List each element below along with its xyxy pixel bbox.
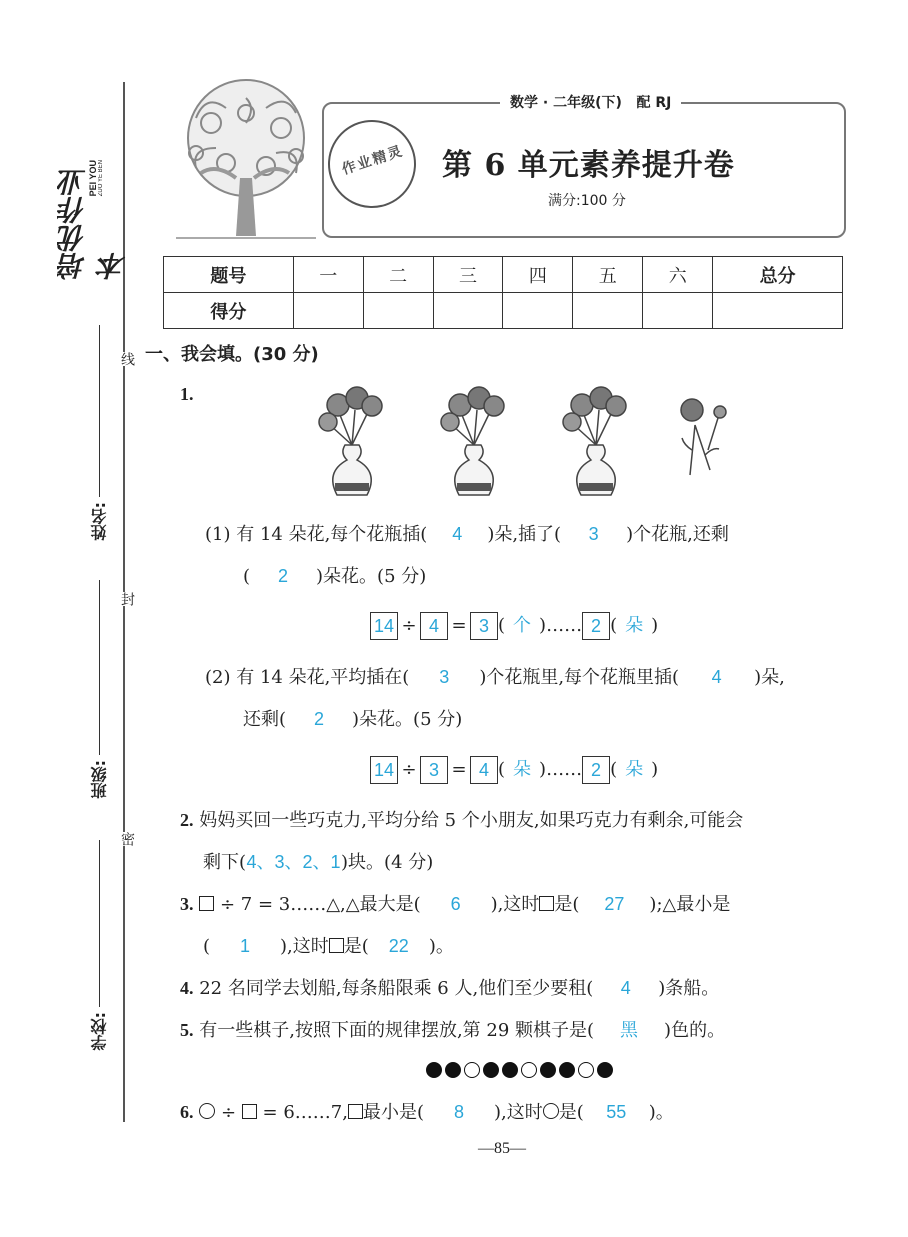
class-label: 班级:: [90, 760, 109, 799]
name-blank[interactable]: [99, 325, 100, 497]
answer-box[interactable]: 2: [582, 612, 610, 640]
answer[interactable]: 黑: [620, 1020, 639, 1040]
score-cell: 得分: [164, 293, 294, 329]
score-input[interactable]: [293, 293, 363, 329]
black-bead-icon: [502, 1062, 518, 1078]
logo-sub2: ZUO YE BEN: [98, 160, 104, 197]
score-cell: 四: [503, 257, 573, 293]
q1-part2-line1: (2) 有 14 朵花,平均插在( 3 )个花瓶里,每个花瓶里插( 4 )朵,: [205, 667, 785, 688]
q5-line: 5. 有一些棋子,按照下面的规律摆放,第 29 颗棋子是( 黑 )色的。: [180, 1020, 726, 1041]
answer-box[interactable]: 14: [370, 756, 398, 784]
flower-vase-icon: [300, 380, 770, 505]
q3-line1: 3. ÷ 7 = 3……△,△最大是( 6 ),这时 是( 27 );△最小是: [180, 894, 731, 915]
white-bead-icon: [578, 1062, 594, 1078]
answer-box[interactable]: 3: [470, 612, 498, 640]
answer[interactable]: 2: [278, 566, 289, 586]
answer[interactable]: 2: [314, 709, 325, 729]
score-input[interactable]: [643, 293, 713, 329]
section-heading: 一、我会填。(30 分): [145, 344, 319, 365]
score-input[interactable]: [573, 293, 643, 329]
school-label: 学校:: [90, 1012, 109, 1051]
q4-line: 4. 22 名同学去划船,每条船限乘 6 人,他们至少要租( 4 )条船。: [180, 978, 720, 999]
name-label: 姓名:: [90, 502, 109, 541]
q1-part1-line2: ( 2 )朵花。(5 分): [243, 566, 427, 587]
answer[interactable]: 4: [620, 978, 631, 998]
score-table-row: [164, 293, 843, 329]
score-cell: 六: [643, 257, 713, 293]
question-number: 2.: [180, 810, 194, 830]
score-cell: 题号: [164, 257, 294, 293]
black-bead-icon: [597, 1062, 613, 1078]
score-cell: 一: [293, 257, 363, 293]
bead-sequence: [426, 1062, 616, 1082]
score-table-header: [164, 257, 843, 293]
black-bead-icon: [426, 1062, 442, 1078]
score-cell: 三: [433, 257, 503, 293]
square-icon: [329, 938, 344, 953]
answer[interactable]: 朵: [513, 759, 532, 779]
q1-part1-line1: (1) 有 14 朵花,每个花瓶插( 4 )朵,插了( 3 )个花瓶,还剩: [205, 524, 729, 545]
answer[interactable]: 3: [588, 524, 599, 544]
answer-box[interactable]: 4: [420, 612, 448, 640]
square-icon: [242, 1104, 257, 1119]
answer[interactable]: 朵: [625, 759, 644, 779]
white-bead-icon: [521, 1062, 537, 1078]
score-input[interactable]: [433, 293, 503, 329]
score-input[interactable]: [713, 293, 843, 329]
answer[interactable]: 22: [388, 936, 409, 956]
answer[interactable]: 6: [450, 894, 461, 914]
question-number: 5.: [180, 1020, 194, 1040]
answer[interactable]: 3: [439, 667, 450, 687]
answer-box[interactable]: 4: [470, 756, 498, 784]
question-number: 6.: [180, 1102, 194, 1122]
class-blank[interactable]: [99, 580, 100, 755]
margin-feng: 封: [119, 592, 135, 606]
margin-xian: 线: [119, 352, 135, 366]
answer-box[interactable]: 3: [420, 756, 448, 784]
score-cell: 二: [363, 257, 433, 293]
black-bead-icon: [559, 1062, 575, 1078]
black-bead-icon: [483, 1062, 499, 1078]
answer[interactable]: 4: [711, 667, 722, 687]
q1-equation-2: 14 ÷ 3 = 4 ( 朵 )…… 2 ( 朵 ): [370, 756, 658, 784]
white-bead-icon: [464, 1062, 480, 1078]
school-blank[interactable]: [99, 840, 100, 1007]
circle-icon: [199, 1103, 215, 1119]
answer[interactable]: 27: [604, 894, 625, 914]
question-number: 1.: [180, 384, 194, 404]
score-input[interactable]: [503, 293, 573, 329]
square-icon: [348, 1104, 363, 1119]
q1-part2-line2: 还剩( 2 )朵花。(5 分): [243, 709, 463, 730]
score-input[interactable]: [363, 293, 433, 329]
q6-line: 6. ÷ = 6……7, 最小是( 8 ),这时 是( 55 )。: [180, 1102, 674, 1123]
score-table: [163, 256, 843, 329]
black-bead-icon: [445, 1062, 461, 1078]
logo: [50, 150, 130, 280]
black-bead-icon: [540, 1062, 556, 1078]
answer[interactable]: 个: [513, 615, 532, 635]
q3-line2: ( 1 ),这时 是( 22 )。: [203, 936, 454, 957]
answer[interactable]: 1: [240, 936, 251, 956]
page-title: 第 6 单元素养提升卷: [442, 148, 735, 183]
circle-icon: [543, 1103, 559, 1119]
q2-line1: 2. 妈妈买回一些巧克力,平均分给 5 个小朋友,如果巧克力有剩余,可能会: [180, 810, 744, 831]
stamp-text: 作业精灵: [340, 143, 406, 179]
full-score: 满分:100 分: [548, 193, 626, 209]
q2-line2: 剩下(4、3、2、1)块。(4 分): [203, 852, 434, 873]
q1-equation-1: 14 ÷ 4 = 3 ( 个 )…… 2 ( 朵 ): [370, 612, 658, 640]
square-icon: [539, 896, 554, 911]
page-number: —85—: [478, 1140, 526, 1157]
score-cell: 五: [573, 257, 643, 293]
answer[interactable]: 8: [453, 1102, 464, 1122]
answer-box[interactable]: 14: [370, 612, 398, 640]
answer[interactable]: 55: [606, 1102, 627, 1122]
margin-mi: 密: [119, 832, 135, 846]
answer-box[interactable]: 2: [582, 756, 610, 784]
logo-sub: PEI YOU: [88, 160, 98, 197]
question-number: 4.: [180, 978, 194, 998]
score-cell: 总分: [713, 257, 843, 293]
square-icon: [199, 896, 214, 911]
tree-icon: [156, 78, 336, 243]
subject-tag: 数学 · 二年级(下) 配 RJ: [500, 92, 681, 112]
answer[interactable]: 朵: [625, 615, 644, 635]
logo-text: 培优作业本: [57, 168, 130, 280]
answer[interactable]: 4: [452, 524, 463, 544]
question-number: 3.: [180, 894, 194, 914]
answer[interactable]: 4、3、2、1: [246, 852, 341, 872]
